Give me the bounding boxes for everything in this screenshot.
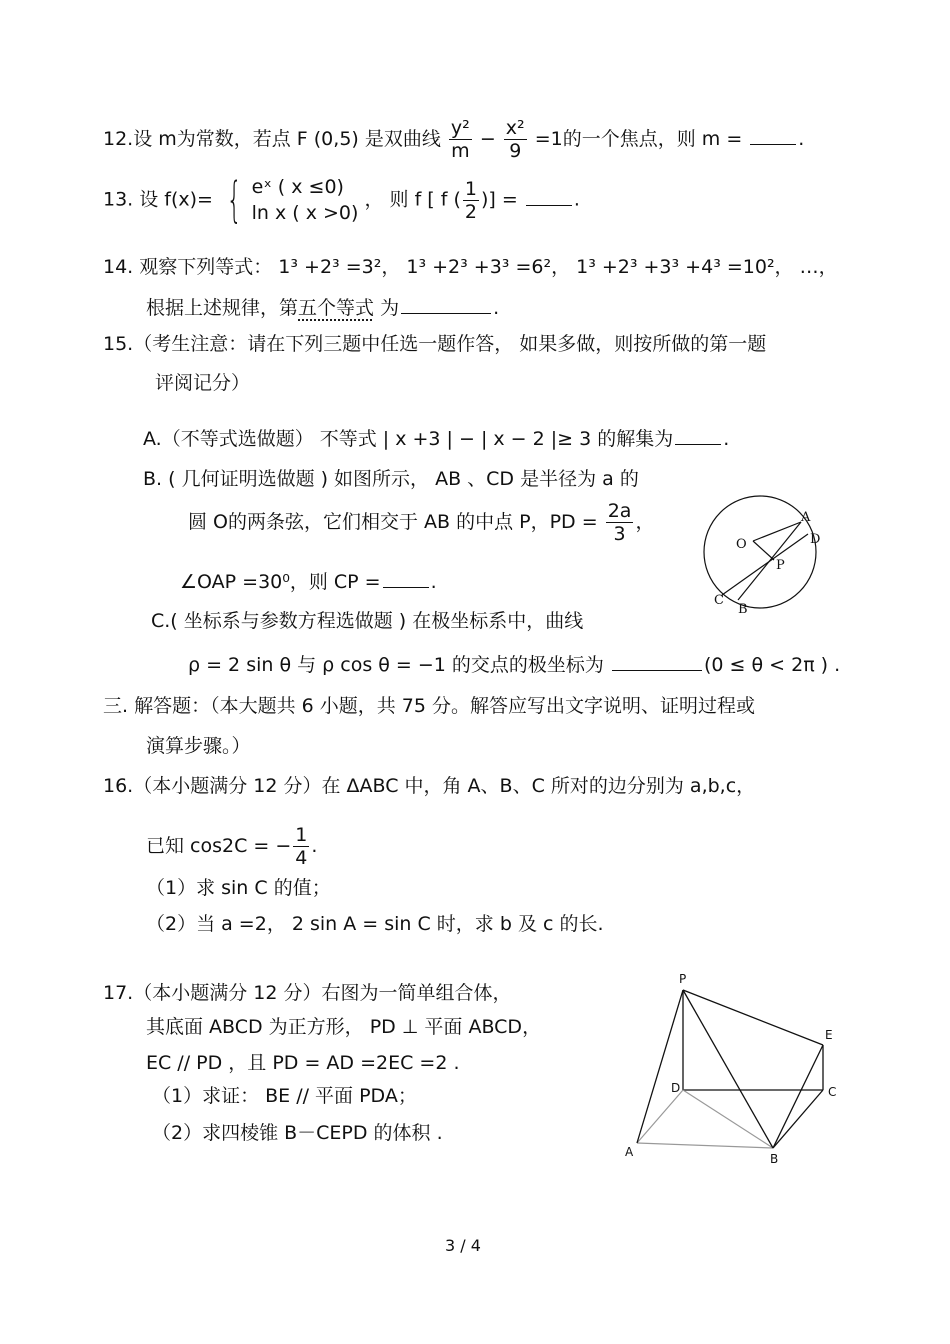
edge-pe: [683, 990, 823, 1045]
question-15-line2: 评阅记分）: [155, 372, 251, 394]
question-16-part1: （1）求 sin C 的值；: [146, 877, 331, 899]
question-16-line1: 16.（本小题满分 12 分）在 ΔABC 中，角 A、B、C 所对的边分别为 a,b,c，: [103, 775, 756, 797]
answer-blank: [383, 567, 429, 588]
cos-fraction: $\frac{1}{4}$: [295, 824, 308, 869]
emphasis-dotted: 五个等式: [298, 297, 375, 319]
question-17-line3: EC // PD ，且 PD = AD =2EC =2 .: [146, 1052, 460, 1074]
page-number: 3 / 4: [445, 1236, 481, 1255]
label-b: B: [770, 1152, 779, 1166]
segment-op: [753, 541, 774, 560]
label-a: A: [801, 510, 811, 525]
piecewise-cases: eˣ ( x ≤0) ln x ( x >0): [251, 176, 359, 224]
question-15-line1: 15.（考生注意：请在下列三题中任选一题作答， 如果多做，则按所做的第一题: [103, 333, 767, 355]
question-14-line1: 14. 观察下列等式： 1³ +2³ =3²， 1³ +2³ +3³ =6²， 1³ +2³ +3³ +4³ =10²， …，: [103, 256, 838, 278]
question-17-line1: 17.（本小题满分 12 分）右图为一简单组合体，: [103, 982, 512, 1004]
question-15b-line2: 圆 O的两条弦，它们相交于 AB 的中点 P，PD = $\frac{2a}{3}$ ，: [188, 500, 655, 545]
pd-fraction: $\frac{2a}{3}$: [607, 500, 632, 545]
question-13: 13. 设 f(x)= { eˣ ( x ≤0) ln x ( x >0) ， 则 f [ f ( $\frac{1}{2}$ )] = .: [103, 172, 580, 228]
solid-figure: [615, 965, 850, 1170]
circle-figure: [690, 492, 830, 617]
section-3-line1: 三. 解答题：（本大题共 6 小题，共 75 分。解答应写出文字说明、证明过程或: [103, 695, 756, 717]
q13-text: 13. 设 f(x)=: [103, 188, 213, 211]
q12-fraction-x: $\frac{\text{x²}}{9}$: [505, 117, 525, 162]
edge-da: [637, 1090, 683, 1143]
section-3-line2: 演算步骤。）: [146, 735, 251, 757]
answer-blank: [675, 424, 721, 445]
answer-blank: [750, 124, 796, 145]
chord-cd: [722, 534, 808, 595]
question-17-part2: （2）求四棱锥 B－CEPD 的体积 .: [152, 1122, 443, 1144]
edge-eb: [773, 1045, 823, 1148]
edge-db: [683, 1090, 773, 1148]
question-16-part2: （2）当 a =2， 2 sin A = sin C 时，求 b 及 c 的长.: [146, 913, 604, 935]
label-p: P: [679, 972, 687, 986]
question-15c-line2: ρ = 2 sin θ 与 ρ cos θ = −1 的交点的极坐标为 (0 ≤ θ < 2π ) .: [188, 650, 840, 678]
question-15c-line1: C.( 坐标系与参数方程选做题 ) 在极坐标系中，曲线: [151, 610, 584, 632]
question-14-line2: 根据上述规律，第五个等式 为 .: [146, 293, 499, 321]
edge-cb: [773, 1090, 823, 1148]
q12-fraction-y: $\frac{\text{y²}}{m}$: [450, 117, 470, 162]
label-c: C: [828, 1085, 837, 1099]
label-c: C: [714, 593, 724, 608]
question-17-line2: 其底面 ABCD 为正方形， PD ⊥ 平面 ABCD，: [146, 1016, 542, 1038]
edge-ab: [637, 1143, 773, 1148]
label-a: A: [625, 1145, 634, 1159]
question-16-line2: 已知 cos2C = − $\frac{1}{4}$ .: [146, 824, 318, 869]
q13-fraction: $\frac{1}{2}$: [464, 177, 477, 223]
question-15b-line1: B. ( 几何证明选做题 ) 如图所示， AB 、CD 是半径为 a 的: [143, 468, 639, 490]
q12-text: 12.设 m为常数，若点 F (0,5) 是双曲线: [103, 128, 441, 150]
label-d: D: [810, 532, 821, 547]
label-d: D: [671, 1081, 681, 1095]
label-p: P: [776, 558, 785, 573]
question-15a: A.（不等式选做题） 不等式 | x +3 | − | x − 2 |≥ 3 的解集为 .: [143, 424, 729, 452]
question-17-part1: （1）求证： BE // 平面 PDA；: [152, 1085, 417, 1107]
answer-blank: [401, 293, 491, 314]
edge-pb: [683, 990, 773, 1148]
brace-symbol: {: [226, 172, 242, 228]
edge-pa: [637, 990, 683, 1143]
label-o: O: [736, 537, 747, 552]
answer-blank: [612, 650, 702, 671]
answer-blank: [526, 185, 572, 206]
label-b: B: [738, 602, 748, 617]
question-12: 12.设 m为常数，若点 F (0,5) 是双曲线 $\frac{\text{y²}}{m}$ − $\frac{\text{x²}}{9}$ =1的一个焦点，则 m = .: [103, 117, 805, 162]
circle-o: [704, 496, 816, 608]
question-15b-line3: ∠OAP =30⁰，则 CP = .: [180, 567, 437, 595]
label-e: E: [825, 1028, 833, 1042]
